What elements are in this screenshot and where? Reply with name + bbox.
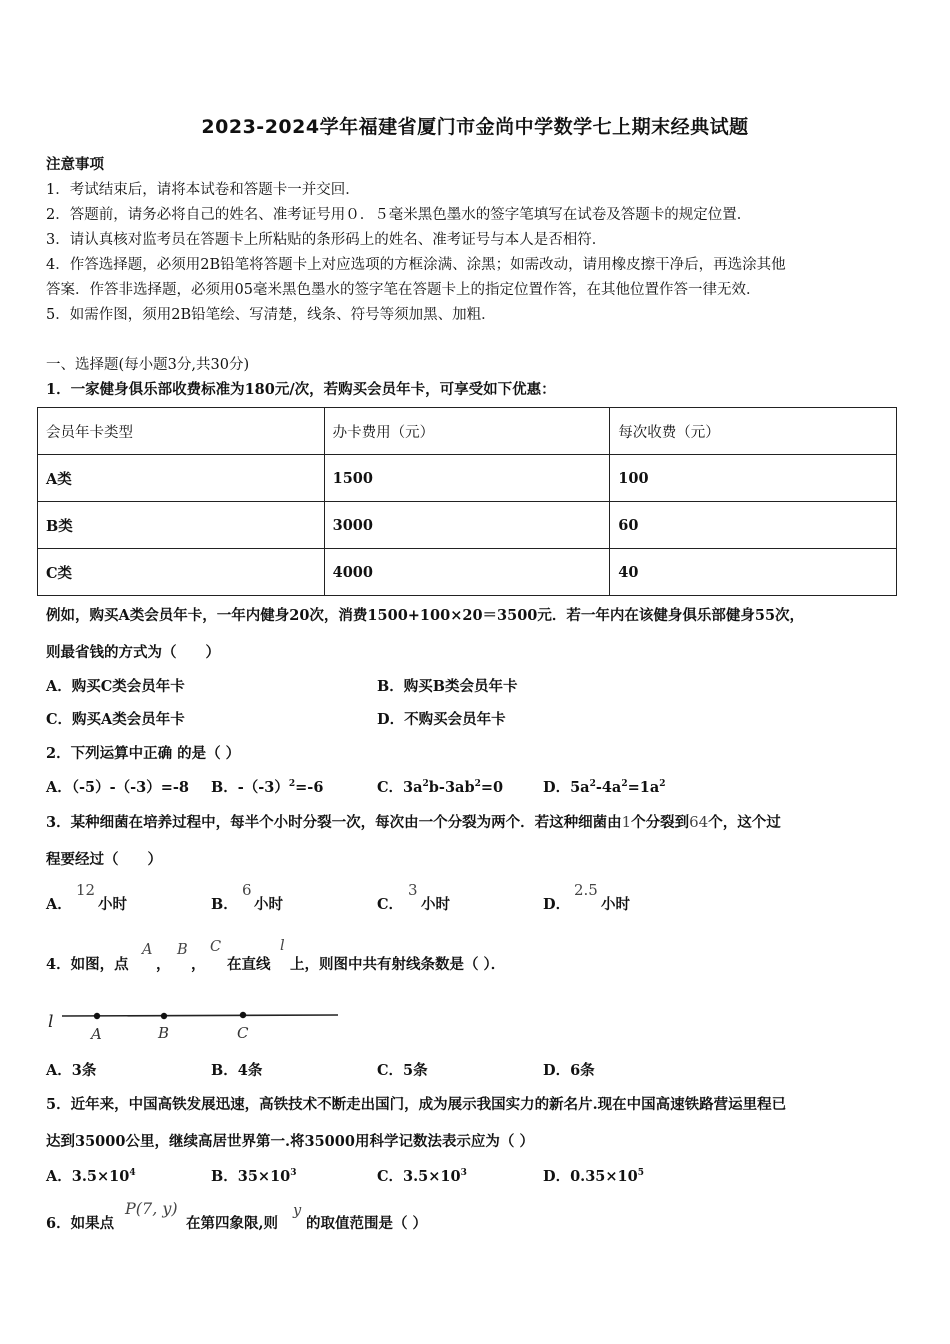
q2-d-text: -4a — [595, 779, 622, 796]
figure-line-label: l — [48, 1012, 54, 1032]
q2-option-c[interactable] — [377, 776, 503, 797]
q3-option-c-value: 3 — [408, 881, 418, 899]
q3-option-d-unit: 小时 — [601, 896, 630, 913]
q3-number: 64 — [689, 813, 709, 831]
q5-c-text: C．3.5×10 — [377, 1168, 461, 1185]
table-cell: B类 — [38, 502, 325, 549]
figure-label-b: B — [158, 1024, 170, 1042]
notice-item: 1．考试结束后，请将本试卷和答题卡一并交回． — [46, 182, 360, 198]
q1-paragraph: 则最省钱的方式为（ ） — [46, 644, 220, 661]
q4-line-l: l — [280, 938, 285, 954]
table-row — [38, 549, 897, 596]
q3-option-d[interactable] — [543, 893, 570, 914]
q1-paragraph: 例如，购买A类会员年卡，一年内健身20次，消费1500+100×20＝3500元．若一年内在该健身俱乐部健身55次， — [46, 607, 805, 624]
q4-stem-3: 上，则图中共有射线条数是（ ）． — [290, 956, 506, 973]
q4-point-a: A — [142, 942, 153, 958]
q5-stem-cont: 达到35000公里，继续高居世界第一.将35000用科学记数法表示应为（ ） — [46, 1133, 534, 1150]
q5-b-text: B．35×10 — [211, 1168, 291, 1185]
q3-option-label: A． — [46, 896, 72, 913]
figure-line — [62, 1015, 338, 1016]
notice-heading: 注意事项 — [46, 156, 104, 173]
q3-stem-text: 个，这个过 — [708, 814, 781, 831]
q1-stem: 1．一家健身俱乐部收费标准为180元/次，若购买会员年卡，可享受如下优惠： — [46, 381, 556, 398]
q3-option-c-unit: 小时 — [421, 896, 450, 913]
table-header: 办卡费用（元） — [324, 408, 610, 455]
q5-d-exponent: 5 — [637, 1168, 644, 1179]
q3-option-label: B． — [211, 896, 238, 913]
q2-d-text: D．5a — [543, 779, 590, 796]
q2-d-exponent: 2 — [659, 779, 666, 790]
q2-d-exponent: 2 — [589, 779, 596, 790]
q2-c-exponent: 2 — [474, 779, 481, 790]
table-cell: 1500 — [324, 455, 610, 502]
q3-option-a-value: 12 — [76, 881, 96, 899]
section-heading: 一、选择题(每小题3分,共30分) — [46, 357, 250, 373]
figure-point-a — [94, 1013, 100, 1019]
notice-item: 2．答题前，请务必将自己的姓名、准考证号用０．５毫米黑色墨水的签字笔填写在试卷及答题卡的规定位置． — [46, 207, 752, 223]
q6-point: P(7, y) — [125, 1199, 178, 1218]
q4-option-c[interactable]: C．5条 — [377, 1062, 428, 1079]
q2-c-exponent: 2 — [422, 779, 429, 790]
q1-option-a[interactable]: A．购买C类会员年卡 — [46, 678, 185, 695]
q2-d-text: =1a — [627, 779, 660, 796]
q3-option-d-value: 2.5 — [574, 881, 598, 899]
notice-item: 5．如需作图，须用2B铅笔绘、写清楚，线条、符号等须加黑、加粗． — [46, 307, 496, 323]
q3-option-b-value: 6 — [242, 881, 252, 899]
q3-stem-cont: 程要经过（ ） — [46, 851, 162, 868]
q3-option-b-unit: 小时 — [254, 896, 283, 913]
q1-option-c[interactable]: C．购买A类会员年卡 — [46, 711, 185, 728]
table-cell: C类 — [38, 549, 325, 596]
table-cell: 40 — [610, 549, 897, 596]
notice-item: 4．作答选择题，必须用2B铅笔将答题卡上对应选项的方框涂满、涂黑；如需改动，请用橡皮擦干净后，再选涂其他 — [46, 257, 786, 273]
q6-stem-2: 在第四象限,则 — [186, 1215, 279, 1232]
q5-option-a[interactable] — [46, 1165, 136, 1186]
q2-b-exponent: 2 — [288, 779, 296, 790]
q5-d-text: D．0.35×10 — [543, 1168, 638, 1185]
table-cell: 3000 — [324, 502, 610, 549]
q2-b-text: B．-（-3） — [211, 779, 289, 796]
q6-stem-1: 6．如果点 — [46, 1215, 115, 1232]
q4-point-b: B — [177, 942, 188, 958]
q2-c-text: b-3ab — [428, 779, 475, 796]
q2-b-text: =-6 — [295, 779, 324, 796]
notice-item: 答案．作答非选择题，必须用05毫米黑色墨水的签字笔在答题卡上的指定位置作答，在其他位置作答一律无效． — [46, 282, 761, 298]
figure-point-c — [240, 1012, 246, 1018]
q2-c-text: =0 — [480, 779, 504, 796]
q3-option-b[interactable] — [211, 893, 238, 914]
table-header-row — [38, 408, 897, 455]
q2-option-d[interactable] — [543, 776, 666, 797]
q2-stem: 2．下列运算中正确 的是（ ） — [46, 745, 241, 762]
q3-option-c[interactable] — [377, 893, 403, 914]
fee-table — [37, 407, 897, 596]
table-cell: A类 — [38, 455, 325, 502]
q4-option-b[interactable]: B．4条 — [211, 1062, 263, 1079]
q4-comma: ， — [191, 956, 206, 973]
table-row — [38, 455, 897, 502]
q2-option-a[interactable]: A．（-5）-（-3）=-8 — [46, 779, 189, 796]
table-cell: 100 — [610, 455, 897, 502]
table-row — [38, 502, 897, 549]
notice-item: 3．请认真核对监考员在答题卡上所粘贴的条形码上的姓名、准考证号与本人是否相符． — [46, 232, 607, 248]
q5-b-exponent: 3 — [290, 1168, 297, 1179]
q5-a-exponent: 4 — [129, 1168, 136, 1179]
figure-label-a: A — [91, 1025, 102, 1043]
q6-variable: y — [293, 1203, 302, 1219]
q6-stem-3: 的取值范围是（ ） — [306, 1215, 428, 1232]
figure-point-b — [161, 1013, 167, 1019]
q3-option-label: D． — [543, 896, 571, 913]
page-title: 2023-2024学年福建省厦门市金尚中学数学七上期末经典试题 — [201, 116, 749, 138]
table-header: 每次收费（元） — [610, 408, 897, 455]
table-cell: 60 — [610, 502, 897, 549]
q3-stem-text: 个分裂到 — [631, 814, 690, 831]
q1-option-d[interactable]: D．不购买会员年卡 — [377, 711, 506, 728]
table-header: 会员年卡类型 — [38, 408, 325, 455]
q4-option-d[interactable]: D．6条 — [543, 1062, 595, 1079]
q3-option-a[interactable] — [46, 893, 72, 914]
q4-comma: ， — [156, 956, 171, 973]
q5-option-d[interactable] — [543, 1165, 644, 1186]
q4-point-c: C — [210, 939, 222, 955]
table-cell: 4000 — [324, 549, 610, 596]
q3-number: 1 — [621, 813, 632, 831]
q4-option-a[interactable]: A．3条 — [46, 1062, 97, 1079]
q5-option-b[interactable] — [211, 1165, 297, 1186]
q3-option-label: C． — [377, 896, 404, 913]
q5-stem: 5．近年来，中国高铁发展迅速，高铁技术不断走出国门，成为展示我国实力的新名片.现在中国高速铁路营运里程已 — [46, 1096, 787, 1113]
q5-a-text: A．3.5×10 — [46, 1168, 130, 1185]
q2-c-text: C．3a — [377, 779, 423, 796]
q2-d-exponent: 2 — [621, 779, 628, 790]
q1-option-b[interactable]: B．购买B类会员年卡 — [377, 678, 518, 695]
q4-figure — [44, 1005, 344, 1047]
q4-stem-1: 4．如图，点 — [46, 956, 129, 973]
q3-stem — [46, 811, 781, 832]
q5-c-exponent: 3 — [460, 1168, 467, 1179]
q2-option-b[interactable] — [211, 776, 323, 797]
figure-label-c: C — [237, 1024, 249, 1042]
q3-option-a-unit: 小时 — [98, 896, 127, 913]
q5-option-c[interactable] — [377, 1165, 467, 1186]
q3-stem-text: 3．某种细菌在培养过程中，每半个小时分裂一次，每次由一个分裂为两个．若这种细菌由 — [46, 814, 622, 831]
q4-stem-2: 在直线 — [227, 956, 271, 973]
